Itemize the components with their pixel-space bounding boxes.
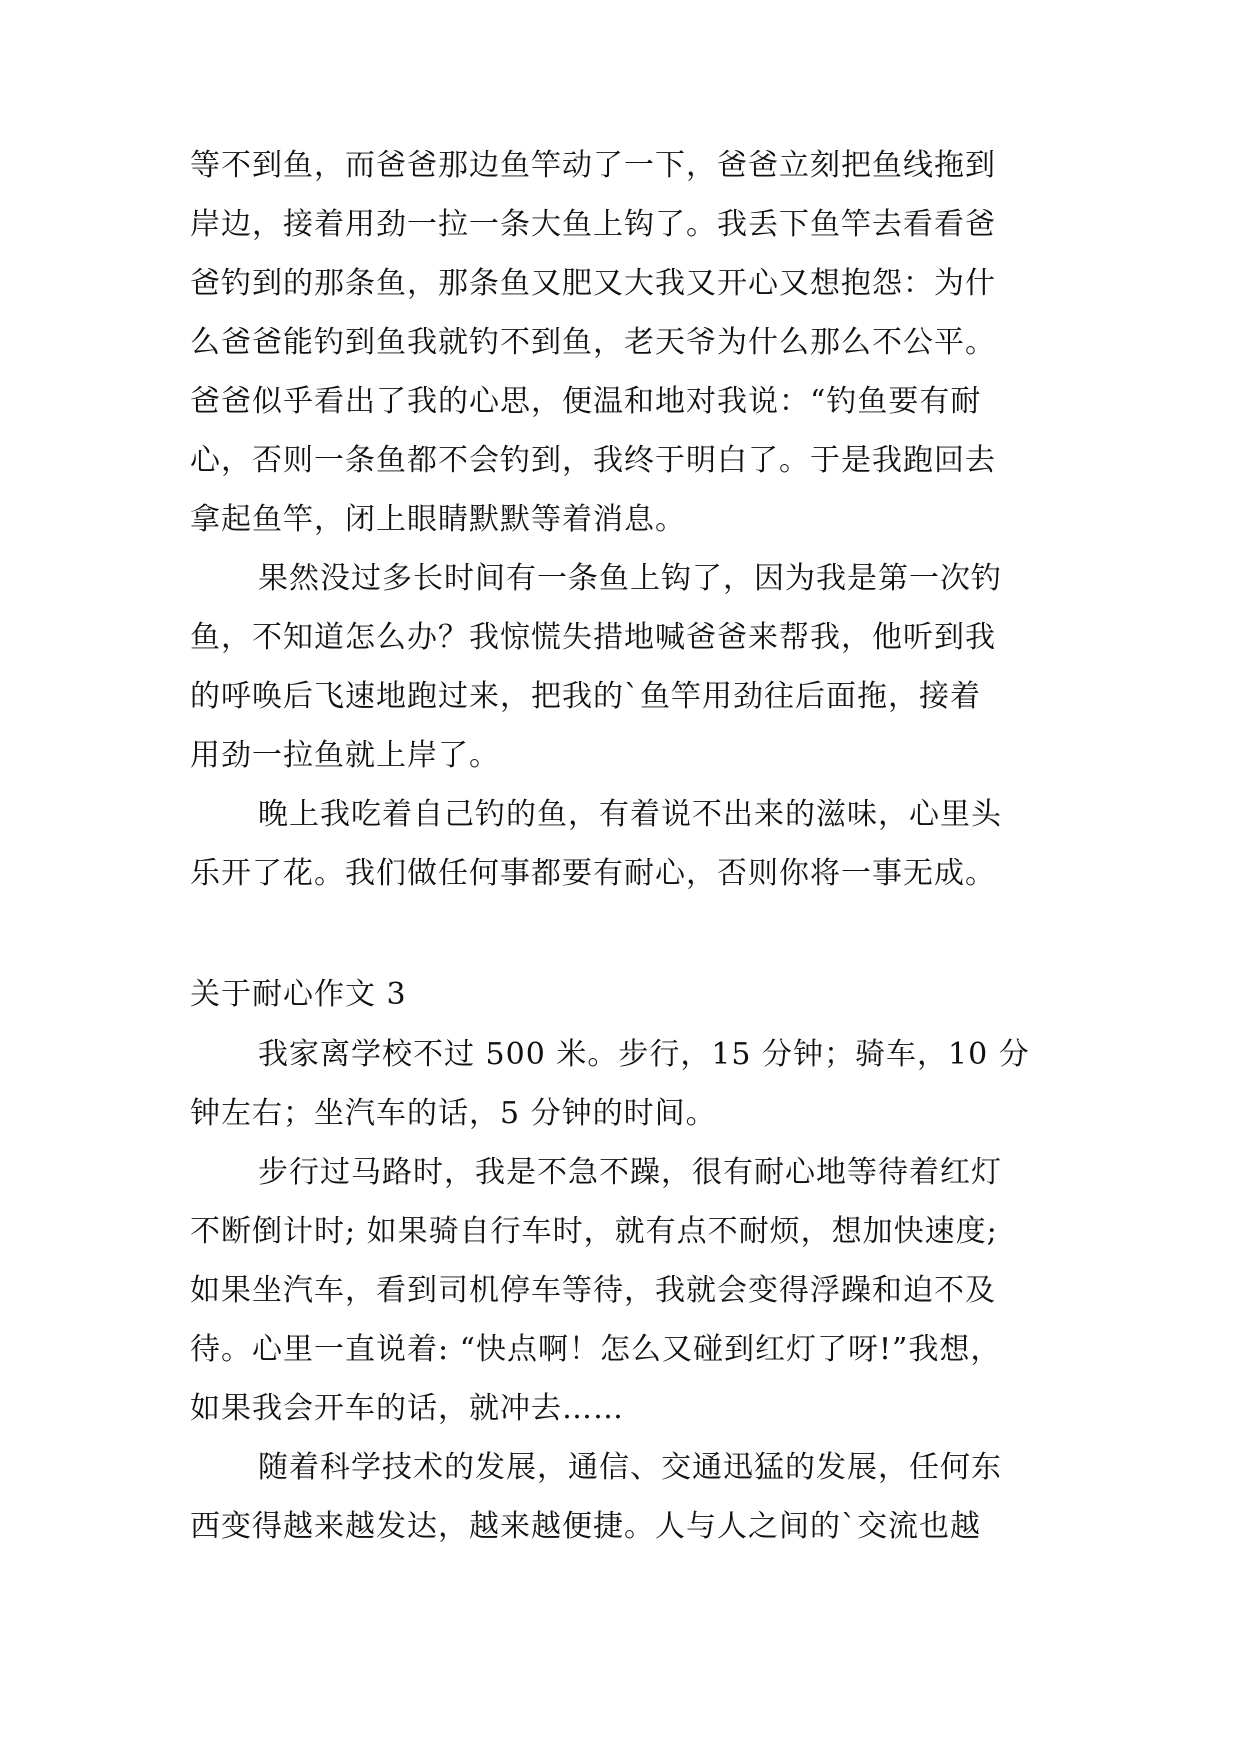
paragraph-start-line: 晚上我吃着自己钓的鱼，有着说不出来的滋味，心里头: [258, 797, 1002, 832]
text-line: 钟左右；坐汽车的话，5 分钟的时间。: [190, 1096, 717, 1131]
text-line: 不断倒计时; 如果骑自行车时，就有点不耐烦，想加快速度;: [190, 1214, 998, 1249]
text-line: 爸钓到的那条鱼，那条鱼又肥又大我又开心又想抱怨：为什: [190, 266, 996, 301]
text-line: 岸边，接着用劲一拉一条大鱼上钩了。我丢下鱼竿去看看爸: [190, 207, 996, 242]
text-line: 的呼唤后飞速地跑过来，把我的`鱼竿用劲往后面拖，接着: [190, 679, 981, 714]
text-line: 等不到鱼，而爸爸那边鱼竿动了一下，爸爸立刻把鱼线拖到: [190, 148, 996, 183]
text-line: 心，否则一条鱼都不会钓到，我终于明白了。于是我跑回去: [190, 443, 996, 478]
section-heading: 关于耐心作文 3: [190, 977, 407, 1012]
text-line: 鱼，不知道怎么办？我惊慌失措地喊爸爸来帮我，他听到我: [190, 620, 996, 655]
text-line: 西变得越来越发达，越来越便捷。人与人之间的`交流也越: [190, 1509, 981, 1544]
paragraph-start-line: 步行过马路时，我是不急不躁，很有耐心地等待着红灯: [258, 1155, 1002, 1190]
text-line: 爸爸似乎看出了我的心思，便温和地对我说：“钓鱼要有耐: [190, 384, 982, 419]
text-line: 待。心里一直说着: “快点啊！怎么又碰到红灯了呀!”我想，: [190, 1332, 1002, 1367]
text-line: 如果坐汽车，看到司机停车等待，我就会变得浮躁和迫不及: [190, 1273, 996, 1308]
paragraph-start-line: 随着科学技术的发展，通信、交通迅猛的发展，任何东: [258, 1450, 1002, 1485]
text-line: 如果我会开车的话，就冲去……: [190, 1391, 624, 1426]
text-line: 乐开了花。我们做任何事都要有耐心，否则你将一事无成。: [190, 856, 996, 891]
text-line: 拿起鱼竿，闭上眼睛默默等着消息。: [190, 502, 686, 537]
text-line: 用劲一拉鱼就上岸了。: [190, 738, 500, 773]
paragraph-start-line: 果然没过多长时间有一条鱼上钩了，因为我是第一次钓: [258, 561, 1002, 596]
text-line: 么爸爸能钓到鱼我就钓不到鱼，老天爷为什么那么不公平。: [190, 325, 996, 360]
paragraph-start-line: 我家离学校不过 500 米。步行，15 分钟；骑车，10 分: [258, 1037, 1030, 1072]
